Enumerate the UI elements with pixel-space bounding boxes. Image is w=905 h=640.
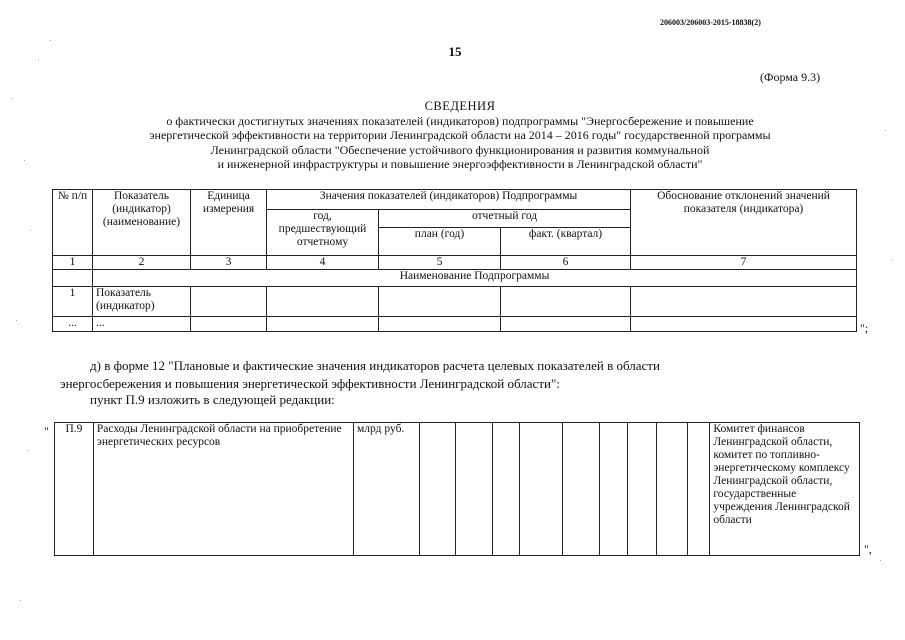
heading-line: Ленинградской области "Обеспечение устойчивого функционирования и развития коммунальной bbox=[210, 142, 710, 157]
item-responsible: Комитет финансов Ленинградской области, комитет по топливно-энергетическому комплексу Ленинградской области, государственные учреждения Ленинградской области bbox=[710, 423, 860, 556]
item-name: Расходы Ленинградской области на приобретение энергетических ресурсов bbox=[93, 423, 353, 556]
subprogram-row: Наименование Подпрограммы bbox=[93, 270, 857, 287]
header-fact: факт. (квартал) bbox=[501, 228, 631, 256]
column-number: 4 bbox=[267, 256, 379, 270]
header-unit: Единица измерения bbox=[191, 190, 267, 256]
header-plan: план (год) bbox=[379, 228, 501, 256]
indicators-table bbox=[52, 189, 857, 332]
item-p9-table bbox=[54, 422, 860, 556]
column-number: 5 bbox=[379, 256, 501, 270]
item-unit: млрд руб. bbox=[354, 423, 420, 556]
header-indicator: Показатель (индикатор) (наименование) bbox=[93, 190, 191, 256]
heading-title: СВЕДЕНИЯ bbox=[424, 99, 496, 113]
heading-line: о фактически достигнутых значениях показателей (индикаторов) подпрограммы "Энергосбережение и повышение bbox=[166, 113, 754, 128]
header-prev-year: год, предшествующий отчетному bbox=[267, 210, 379, 256]
item-code: П.9 bbox=[55, 423, 94, 556]
heading-line: и инженерной инфраструктуры и повышение энергоэффективности в Ленинградской области" bbox=[217, 157, 703, 171]
column-number: 7 bbox=[631, 256, 857, 270]
paragraph-line: энергосбережения и повышения энергетической эффективности Ленинградской области": bbox=[60, 376, 560, 391]
column-number: 3 bbox=[191, 256, 267, 270]
page-number: 15 bbox=[448, 44, 462, 59]
header-justification: Обоснование отклонений значений показателя (индикатора) bbox=[631, 190, 857, 256]
header-values-group: Значения показателей (индикаторов) Подпрограммы bbox=[267, 190, 631, 210]
closing-quote: ", bbox=[864, 542, 872, 556]
heading-line: энергетической эффективности на территории Ленинградской области на 2014 – 2016 годы" государственной программы bbox=[149, 128, 771, 142]
column-number: 2 bbox=[93, 256, 191, 270]
closing-quote: "; bbox=[860, 321, 869, 335]
header-num: № п/п bbox=[53, 190, 93, 256]
column-number: 6 bbox=[501, 256, 631, 270]
document-heading bbox=[60, 99, 860, 172]
row-num: 1 bbox=[53, 287, 93, 317]
opening-quote: " bbox=[44, 424, 49, 438]
paragraph-line: д) в форме 12 "Плановые и фактические значения индикаторов расчета целевых показателей в области bbox=[90, 358, 660, 373]
row-indicator: ... bbox=[93, 317, 191, 332]
row-num: ... bbox=[53, 317, 93, 332]
form-label: (Форма 9.3) bbox=[760, 70, 821, 84]
column-number: 1 bbox=[53, 256, 93, 270]
paragraph-line: пункт П.9 изложить в следующей редакции: bbox=[90, 392, 335, 407]
row-indicator: Показатель (индикатор) bbox=[93, 287, 191, 317]
document-id: 206003/206003-2015-18838(2) bbox=[660, 18, 761, 27]
header-report-year: отчетный год bbox=[379, 210, 631, 228]
